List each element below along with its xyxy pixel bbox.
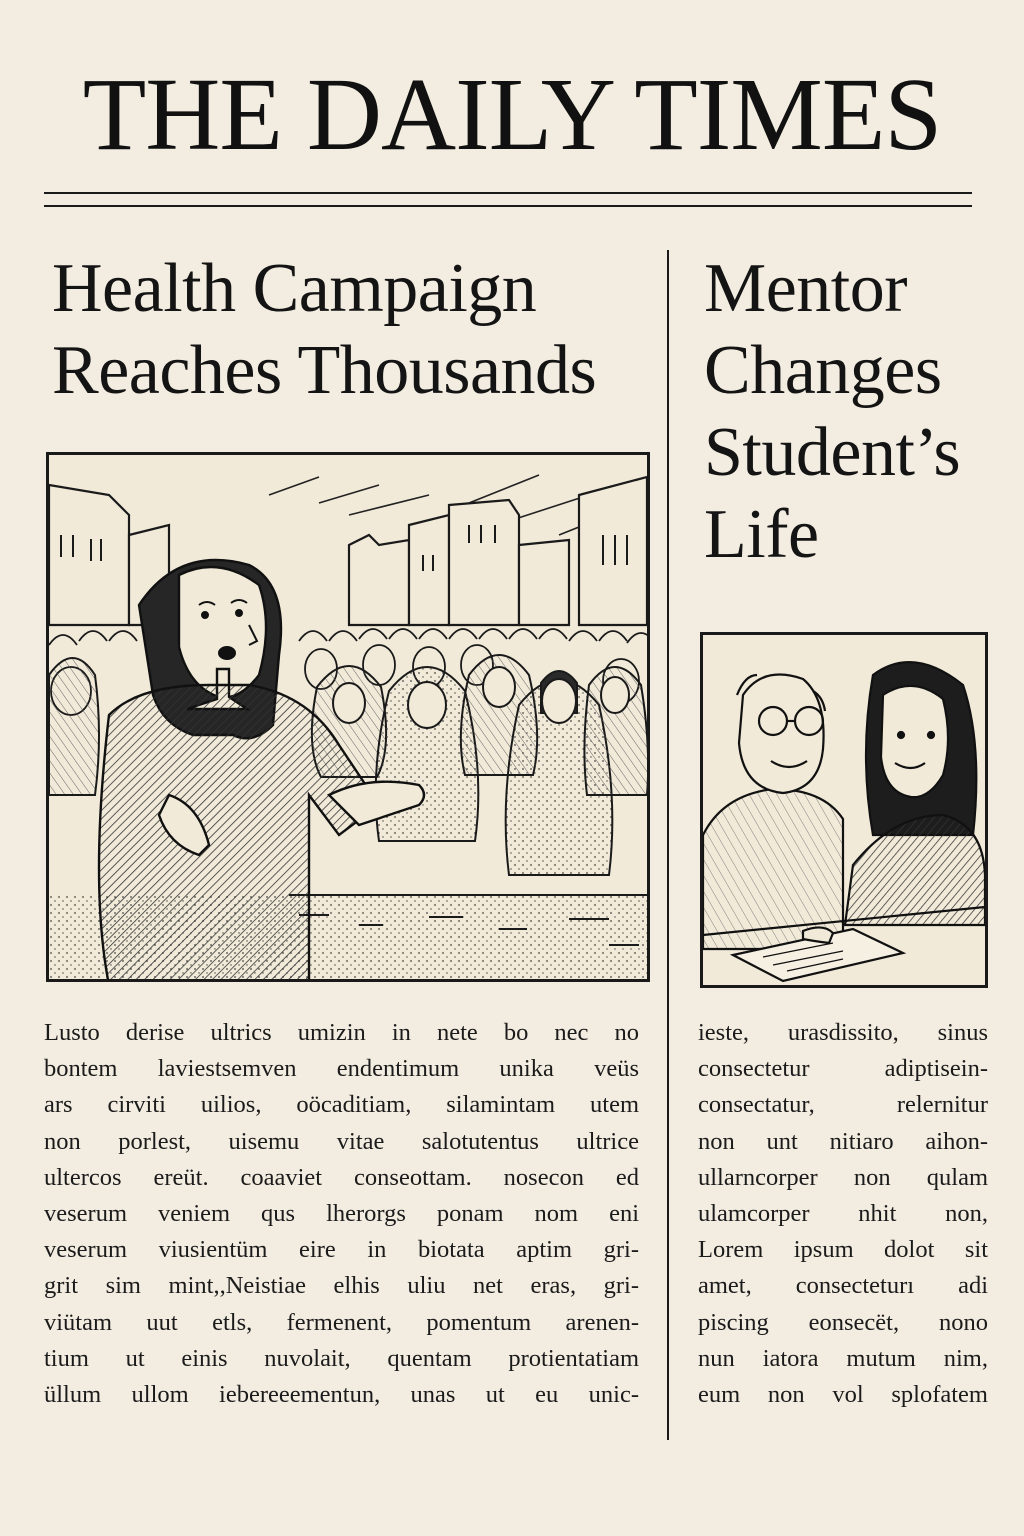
body-line: ultercos ereüt. coaaviet conseottam. nosecon ed xyxy=(44,1163,639,1191)
body-line: bontem laviestsemven endentimum unika veüs xyxy=(44,1055,639,1083)
body-line: veserum viusientüm eire in biotata aptim gri- xyxy=(44,1236,639,1264)
body-line: amet, consecteturı adi xyxy=(698,1272,988,1300)
article-body-health-campaign xyxy=(44,1015,639,1413)
body-line: non porlest, uisemu vitae salotutentus ultrice xyxy=(44,1127,639,1155)
body-line: veserum veniem qus lherorgs ponam nom eni xyxy=(44,1200,639,1228)
headline-line: Student’s xyxy=(704,414,961,491)
body-line: viütam uut etls, fermenent, pomentum arenen- xyxy=(44,1308,639,1336)
body-line: ullarncorper non qulam xyxy=(698,1163,988,1191)
headline-line: Life xyxy=(704,496,819,573)
headline-line: Mentor xyxy=(704,250,908,327)
body-line: consectatur, relernitur xyxy=(698,1091,988,1119)
body-line: eum non vol splofatem xyxy=(698,1381,988,1409)
body-line: üllum ullom iebereeementun, unas ut eu unic- xyxy=(44,1381,639,1409)
body-line: nun iatora mutum nim, xyxy=(698,1344,988,1372)
body-line: Lusto derise ultrics umizin in nete bo nec no xyxy=(44,1019,639,1046)
body-line: Lorem ipsum dolot sit xyxy=(698,1236,988,1264)
masthead-title: THE DAILY TIMES xyxy=(82,57,942,172)
body-line: ulamcorper nhit non, xyxy=(698,1200,988,1228)
body-line: non unt nitiaro aihon- xyxy=(698,1127,988,1155)
body-line: grit sim mint,,Neistiae elhis uliu net eras, gri- xyxy=(44,1272,639,1300)
headline-line: Health Campaign xyxy=(52,250,537,327)
mentor-illustration xyxy=(700,632,988,988)
body-line: consectetur adiptisein- xyxy=(698,1055,988,1083)
body-line: ars cirviti uilios, oöcaditiam, silamintam utem xyxy=(44,1091,639,1119)
headline-line: Changes xyxy=(704,332,942,409)
health-campaign-illustration xyxy=(46,452,650,982)
article-headline-mentor xyxy=(704,248,1004,576)
body-line: piscing eonsecët, nono xyxy=(698,1308,988,1336)
masthead-rule-bottom xyxy=(44,205,972,207)
article-body-mentor xyxy=(698,1015,988,1413)
body-line: ieste, urasdissito, sinus xyxy=(698,1019,988,1046)
article-headline-health-campaign xyxy=(52,248,662,412)
masthead-rule-top xyxy=(44,192,972,194)
body-line: tium ut einis nuvolait, quentam protientatiam xyxy=(44,1344,639,1372)
column-divider xyxy=(667,250,669,1440)
headline-line: Reaches Thousands xyxy=(52,332,597,409)
